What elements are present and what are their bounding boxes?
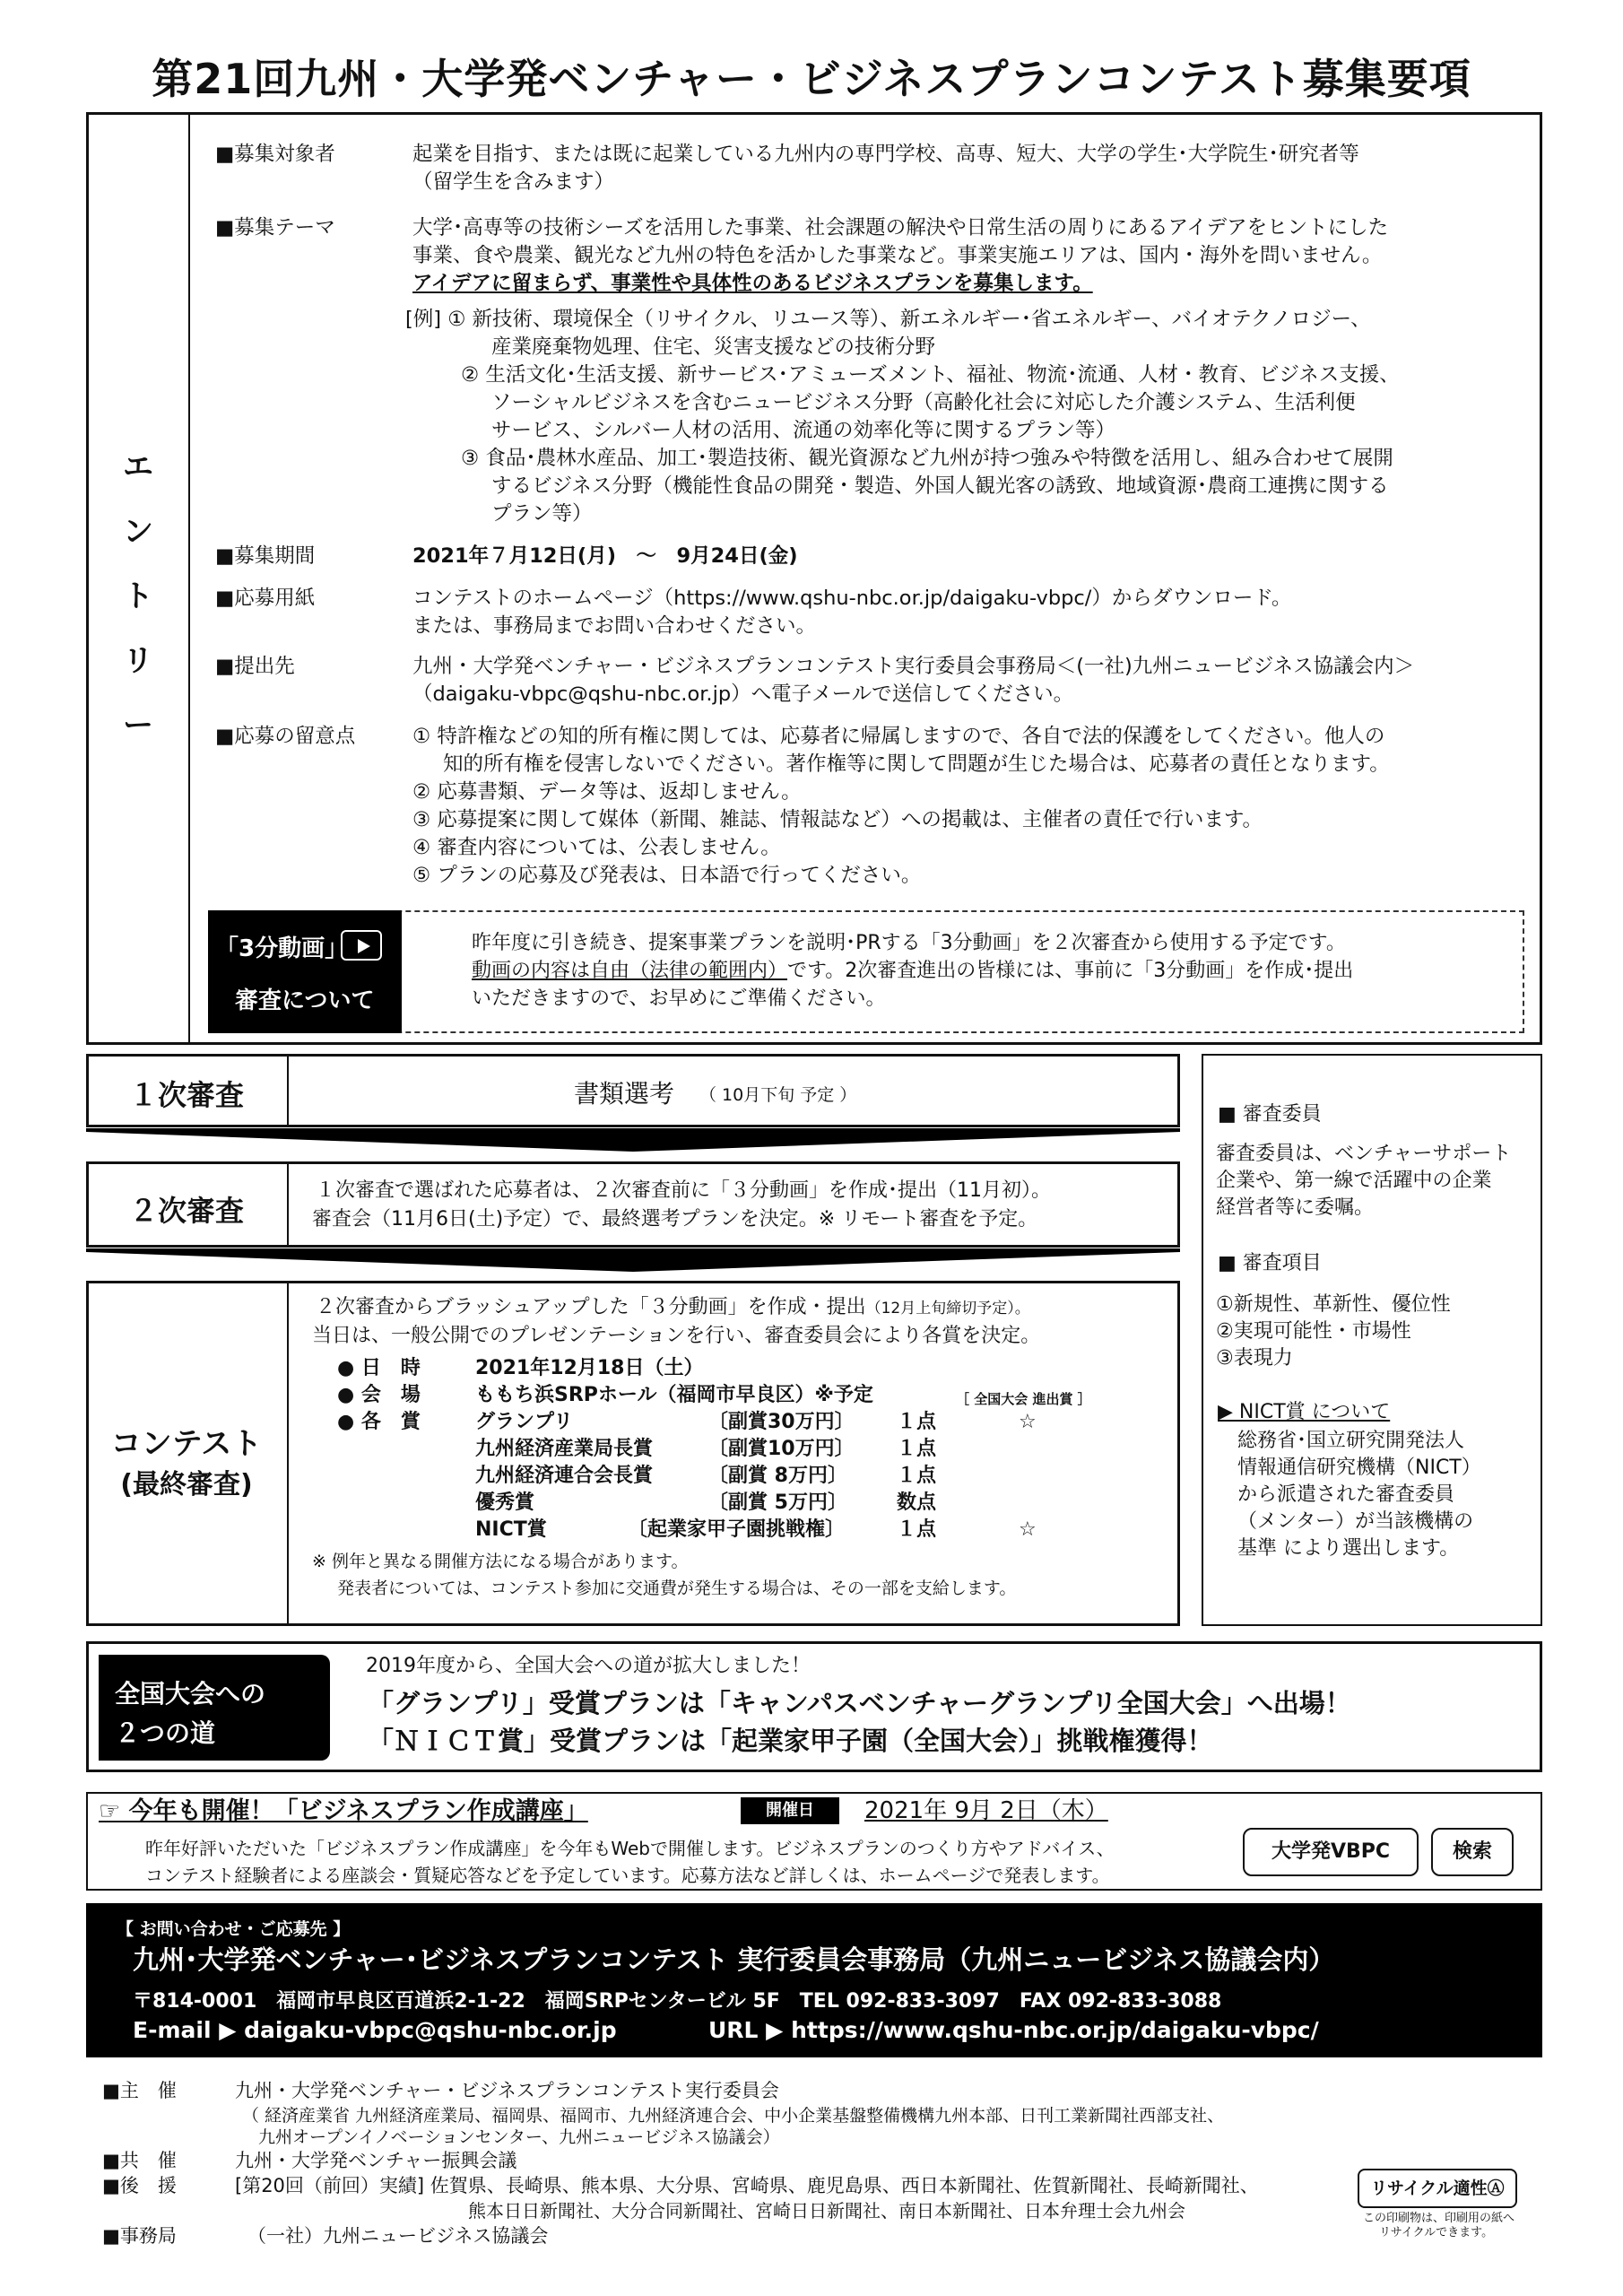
- national-intro: 2019年度から、全国大会への道が拡大しました！: [366, 1655, 811, 1677]
- seminar-line: コンテスト経験者による座談会・質疑応答などを予定しています。応募方法など詳しくは、ホームページで発表します。: [145, 1865, 1110, 1886]
- award-count: １点: [897, 1411, 937, 1433]
- star-icon: ☆: [1019, 1411, 1037, 1433]
- judges-line: 企業や、第一線で活躍中の企業: [1216, 1170, 1492, 1192]
- stage1-main: 書類選考: [574, 1079, 675, 1109]
- items-line: ③表現力: [1216, 1347, 1293, 1370]
- venue-note: ［ 全国大会 進出賞 ］: [956, 1391, 1091, 1407]
- award-prize: 〔副賞10万円〕: [708, 1438, 855, 1460]
- theme-label: ■募集テーマ: [215, 216, 335, 239]
- stage2-head: ２次審査: [128, 1194, 244, 1228]
- award-count: １点: [897, 1465, 937, 1487]
- seminar-date-tag: 開催日: [741, 1797, 839, 1824]
- award-prize: 〔副賞30万円〕: [708, 1411, 855, 1433]
- divider: [287, 1281, 289, 1626]
- notes-line: 知的所有権を侵害しないでください。著作権等に関して問題が生じた場合は、応募者の責任となります。: [443, 752, 1390, 776]
- office-label: ■事務局: [102, 2225, 177, 2247]
- contest-line-b: （12月上旬締切予定）。: [865, 1300, 1030, 1318]
- target-line: （留学生を含みます）: [412, 170, 615, 194]
- contact-org: 九州･大学発ベンチャー･ビジネスプランコンテスト 実行委員会事務局（九州ニュービジネス協議会内）: [133, 1944, 1335, 1975]
- example-line: するビジネス分野（機能性食品の開発・製造、外国人観光客の誘致、地域資源･農商工連携に関する: [491, 474, 1389, 498]
- stage2-line: １次審査で選ばれた応募者は、２次審査前に「３分動画」を作成･提出（11月初）。: [316, 1179, 1051, 1202]
- contact-email[interactable]: E-mail ▶ daigaku-vbpc@qshu-nbc.or.jp: [133, 2017, 617, 2043]
- entry-char: ン: [123, 514, 153, 550]
- support-line: 熊本日日新聞社、大分合同新聞社、宮崎日日新聞社、南日本新聞社、日本弁理士会九州会: [468, 2200, 1185, 2222]
- submit-line: （daigaku-vbpc@qshu-nbc.or.jp）へ電子メールで送信してください。: [412, 683, 1074, 706]
- example-line: ソーシャルビジネスを含むニュービジネス分野（高齢化社会に対応した介護システム、生活利便: [491, 391, 1356, 414]
- awards-label: ● 各 賞: [337, 1411, 421, 1433]
- notes-line: ⑤ プランの応募及び発表は、日本語で行ってください。: [412, 864, 922, 887]
- stage1-sub: （ 10月下旬 予定 ）: [699, 1085, 857, 1105]
- support-label: ■後 援: [102, 2175, 177, 2196]
- award-count: １点: [897, 1518, 937, 1541]
- form-label: ■応募用紙: [215, 587, 316, 610]
- recycle-note: リサイクルできます。: [1379, 2226, 1494, 2239]
- award-count: １点: [897, 1438, 937, 1460]
- form-line: コンテストのホームページ（https://www.qshu-nbc.or.jp/daigaku-vbpc/）からダウンロード。: [412, 587, 1292, 610]
- example-line: 産業廃棄物処理、住宅、災害支援などの技術分野: [491, 335, 936, 359]
- award-prize: 〔起業家甲子園挑戦権〕: [628, 1518, 846, 1541]
- office-value: （一社）九州ニュービジネス協議会: [247, 2225, 549, 2247]
- contact-label: 【 お問い合わせ・ご応募先 】: [117, 1919, 351, 1939]
- award-name: NICT賞: [475, 1518, 547, 1541]
- period-value: 2021年７月12日(月) ～ 9月24日(金): [412, 544, 798, 568]
- nict-line: 基準 により選出します。: [1237, 1537, 1460, 1560]
- video-notice-label: [208, 910, 402, 1033]
- entry-char: リ: [123, 643, 153, 679]
- entry-char: ト: [123, 578, 153, 614]
- video-line: 昨年度に引き続き、提案事業プランを説明･PRする「3分動画」を２次審査から使用する予定です。: [472, 932, 1346, 954]
- nict-line: 総務省･国立研究開発法人: [1237, 1430, 1465, 1452]
- judges-line: 経営者等に委嘱。: [1216, 1196, 1375, 1219]
- page-title: 第21回九州・大学発ベンチャー・ビジネスプランコンテスト募集要項: [152, 55, 1471, 103]
- award-count: 数点: [897, 1492, 937, 1514]
- date-label: ● 日 時: [337, 1357, 421, 1379]
- example-line: プラン等）: [491, 502, 593, 526]
- contact-address: 〒814-0001 福岡市早良区百道浜2-1-22 福岡SRPセンタービル 5F TEL 092-833-3097 FAX 092-833-3088: [133, 1990, 1222, 2013]
- contest-line-a: ２次審査からブラッシュアップした「３分動画」を作成・提出: [316, 1296, 866, 1318]
- host-sub: 九州オープンイノベーションセンター、九州ニュービジネス協議会）: [258, 2127, 780, 2147]
- host-value: 九州・大学発ベンチャー・ビジネスプランコンテスト実行委員会: [235, 2080, 779, 2101]
- support-line: [第20回（前回）実績] 佐賀県、長崎県、熊本県、大分県、宮崎県、鹿児島県、西日本新聞社、佐賀新聞社、長崎新聞社、: [235, 2175, 1259, 2196]
- award-name: グランプリ: [475, 1411, 574, 1433]
- notes-label: ■応募の留意点: [215, 725, 356, 748]
- cohost-value: 九州・大学発ベンチャー振興会議: [235, 2150, 517, 2171]
- nict-heading: ▶ NICT賞 について: [1218, 1401, 1391, 1423]
- national-label-line: ２つの道: [115, 1718, 216, 1748]
- submit-line: 九州・大学発ベンチャー・ビジネスプランコンテスト実行委員会事務局＜(一社)九州ニュービジネス協議会内＞: [412, 655, 1415, 678]
- video-line: [472, 957, 1353, 985]
- contest-head: コンテスト: [110, 1426, 263, 1462]
- award-name: 優秀賞: [475, 1492, 535, 1514]
- video-label-line: 審査について: [235, 987, 375, 1014]
- search-button[interactable]: 検索: [1431, 1828, 1514, 1876]
- video-line: いただきますので、お早めにご準備ください。: [472, 987, 886, 1010]
- entry-char: ー: [123, 708, 153, 744]
- target-label: ■募集対象者: [215, 143, 335, 166]
- seminar-title: ☞ 今年も開催！「ビジネスプラン作成講座」: [99, 1797, 588, 1825]
- nict-line: 情報通信研究機構（NICT）: [1237, 1457, 1481, 1479]
- flow-arrow: [86, 1128, 1180, 1155]
- contest-note: 発表者については、コンテスト参加に交通費が発生する場合は、その一部を支給します。: [337, 1578, 1017, 1598]
- theme-line: 事業、食や農業、観光など九州の特色を活かした事業など。事業実施エリアは、国内・海外を問いません。: [412, 244, 1383, 267]
- target-line: 起業を目指す、または既に起業している九州内の専門学校、高専、短大、大学の学生･大学院生･研究者等: [412, 143, 1359, 166]
- entry-side-label: [86, 112, 190, 1045]
- national-route-label: [99, 1655, 330, 1761]
- national-label-line: 全国大会への: [115, 1679, 266, 1709]
- recycle-badge: リサイクル適性Ⓐ: [1358, 2169, 1517, 2208]
- play-icon: [341, 930, 382, 961]
- items-heading: ■ 審査項目: [1218, 1252, 1322, 1274]
- example-line: [例] ① 新技術、環境保全（リサイクル、リユース等）、新エネルギー･省エネルギー、バイオテクノロジー、: [405, 308, 1371, 331]
- host-label: ■主 催: [102, 2080, 177, 2101]
- recycle-note: この印刷物は、印刷用の紙へ: [1363, 2212, 1515, 2225]
- national-route-2: 「ＮＩＣＴ賞」受賞プランは「起業家甲子園（全国大会）」挑戦権獲得！: [368, 1726, 1213, 1756]
- judges-line: 審査委員は、ベンチャーサポート: [1216, 1143, 1512, 1165]
- video-free-content: 動画の内容は自由（法律の範囲内）: [472, 960, 788, 982]
- contact-url[interactable]: URL ▶ https://www.qshu-nbc.or.jp/daigaku-vbpc/: [708, 2017, 1319, 2043]
- contest-subhead: (最終審査): [120, 1469, 253, 1500]
- divider: [287, 1054, 289, 1127]
- award-name: 九州経済産業局長賞: [475, 1438, 654, 1460]
- stage2-line: 審査会（11月6日(土)予定）で、最終選考プランを決定。※ リモート審査を予定。: [312, 1208, 1038, 1231]
- items-line: ②実現可能性・市場性: [1216, 1320, 1411, 1343]
- example-line: サービス、シルバー人材の活用、流通の効率化等に関するプラン等）: [491, 419, 1116, 442]
- stage1-head: １次審査: [128, 1078, 244, 1112]
- items-line: ①新規性、革新性、優位性: [1216, 1293, 1451, 1316]
- notes-line: ③ 応募提案に関して媒体（新聞、雑誌、情報誌など）への掲載は、主催者の責任で行います。: [412, 808, 1263, 831]
- notes-line: ② 応募書類、データ等は、返却しません。: [412, 780, 802, 804]
- star-icon: ☆: [1019, 1518, 1037, 1541]
- venue-label: ● 会 場: [337, 1384, 421, 1406]
- contest-line: [316, 1293, 1030, 1323]
- award-name: 九州経済連合会長賞: [475, 1465, 654, 1487]
- period-label: ■募集期間: [215, 544, 316, 568]
- venue-value: ももち浜SRPホール（福岡市早良区）※予定: [475, 1384, 873, 1406]
- example-line: ③ 食品･農林水産品、加工･製造技術、観光資源など九州が持つ強みや特徴を活用し、組み合わせて展開: [461, 447, 1393, 470]
- divider: [287, 1161, 289, 1248]
- award-prize: 〔副賞 5万円〕: [708, 1492, 847, 1514]
- form-line: または、事務局までお問い合わせください。: [412, 614, 817, 638]
- nict-line: から派遣された審査委員: [1237, 1483, 1455, 1506]
- seminar-line: 昨年好評いただいた「ビジネスプラン作成講座」を今年もWebで開催します。ビジネスプランのつくり方やアドバイス、: [145, 1838, 1115, 1859]
- judges-heading: ■ 審査委員: [1218, 1103, 1322, 1126]
- seminar-date: 2021年 9月 2日（木）: [864, 1797, 1108, 1824]
- date-value: 2021年12月18日（土）: [475, 1357, 704, 1379]
- national-route-1: 「グランプリ」受賞プランは「キャンパスベンチャーグランプリ全国大会」へ出場！: [368, 1688, 1351, 1718]
- nict-line: （メンター）が当該機構の: [1237, 1510, 1474, 1533]
- host-sub: （ 経済産業省 九州経済産業局、福岡県、福岡市、九州経済連合会、中小企業基盤整備機構九州本部、日刊工業新聞社西部支社、: [242, 2106, 1225, 2126]
- theme-line: 大学･高専等の技術シーズを活用した事業、社会課題の解決や日常生活の周りにあるアイデアをヒントにした: [412, 216, 1389, 239]
- video-label-line: 「3分動画」: [215, 935, 349, 962]
- entry-char: エ: [123, 449, 153, 485]
- cohost-label: ■共 催: [102, 2150, 177, 2171]
- video-line-rest: です。2次審査進出の皆様には、事前に「3分動画」を作成･提出: [787, 960, 1354, 982]
- flow-arrow: [86, 1248, 1180, 1275]
- example-line: ② 生活文化･生活支援、新サービス･アミューズメント、福祉、物流･流通、人材・教育、ビジネス支援、: [461, 363, 1400, 387]
- award-prize: 〔副賞 8万円〕: [708, 1465, 847, 1487]
- notes-line: ④ 審査内容については、公表しません。: [412, 836, 781, 859]
- theme-highlight: アイデアに留まらず、事業性や具体性のあるビジネスプランを募集します。: [412, 272, 1093, 295]
- contest-line: 当日は、一般公開でのプレゼンテーションを行い、審査委員会により各賞を決定。: [312, 1325, 1041, 1347]
- search-term-box[interactable]: 大学発VBPC: [1243, 1828, 1419, 1876]
- submit-label: ■提出先: [215, 655, 295, 678]
- notes-line: ① 特許権などの知的所有権に関しては、応募者に帰属しますので、各自で法的保護をしてください。他人の: [412, 725, 1385, 748]
- contest-note: ※ 例年と異なる開催方法になる場合があります。: [312, 1552, 689, 1571]
